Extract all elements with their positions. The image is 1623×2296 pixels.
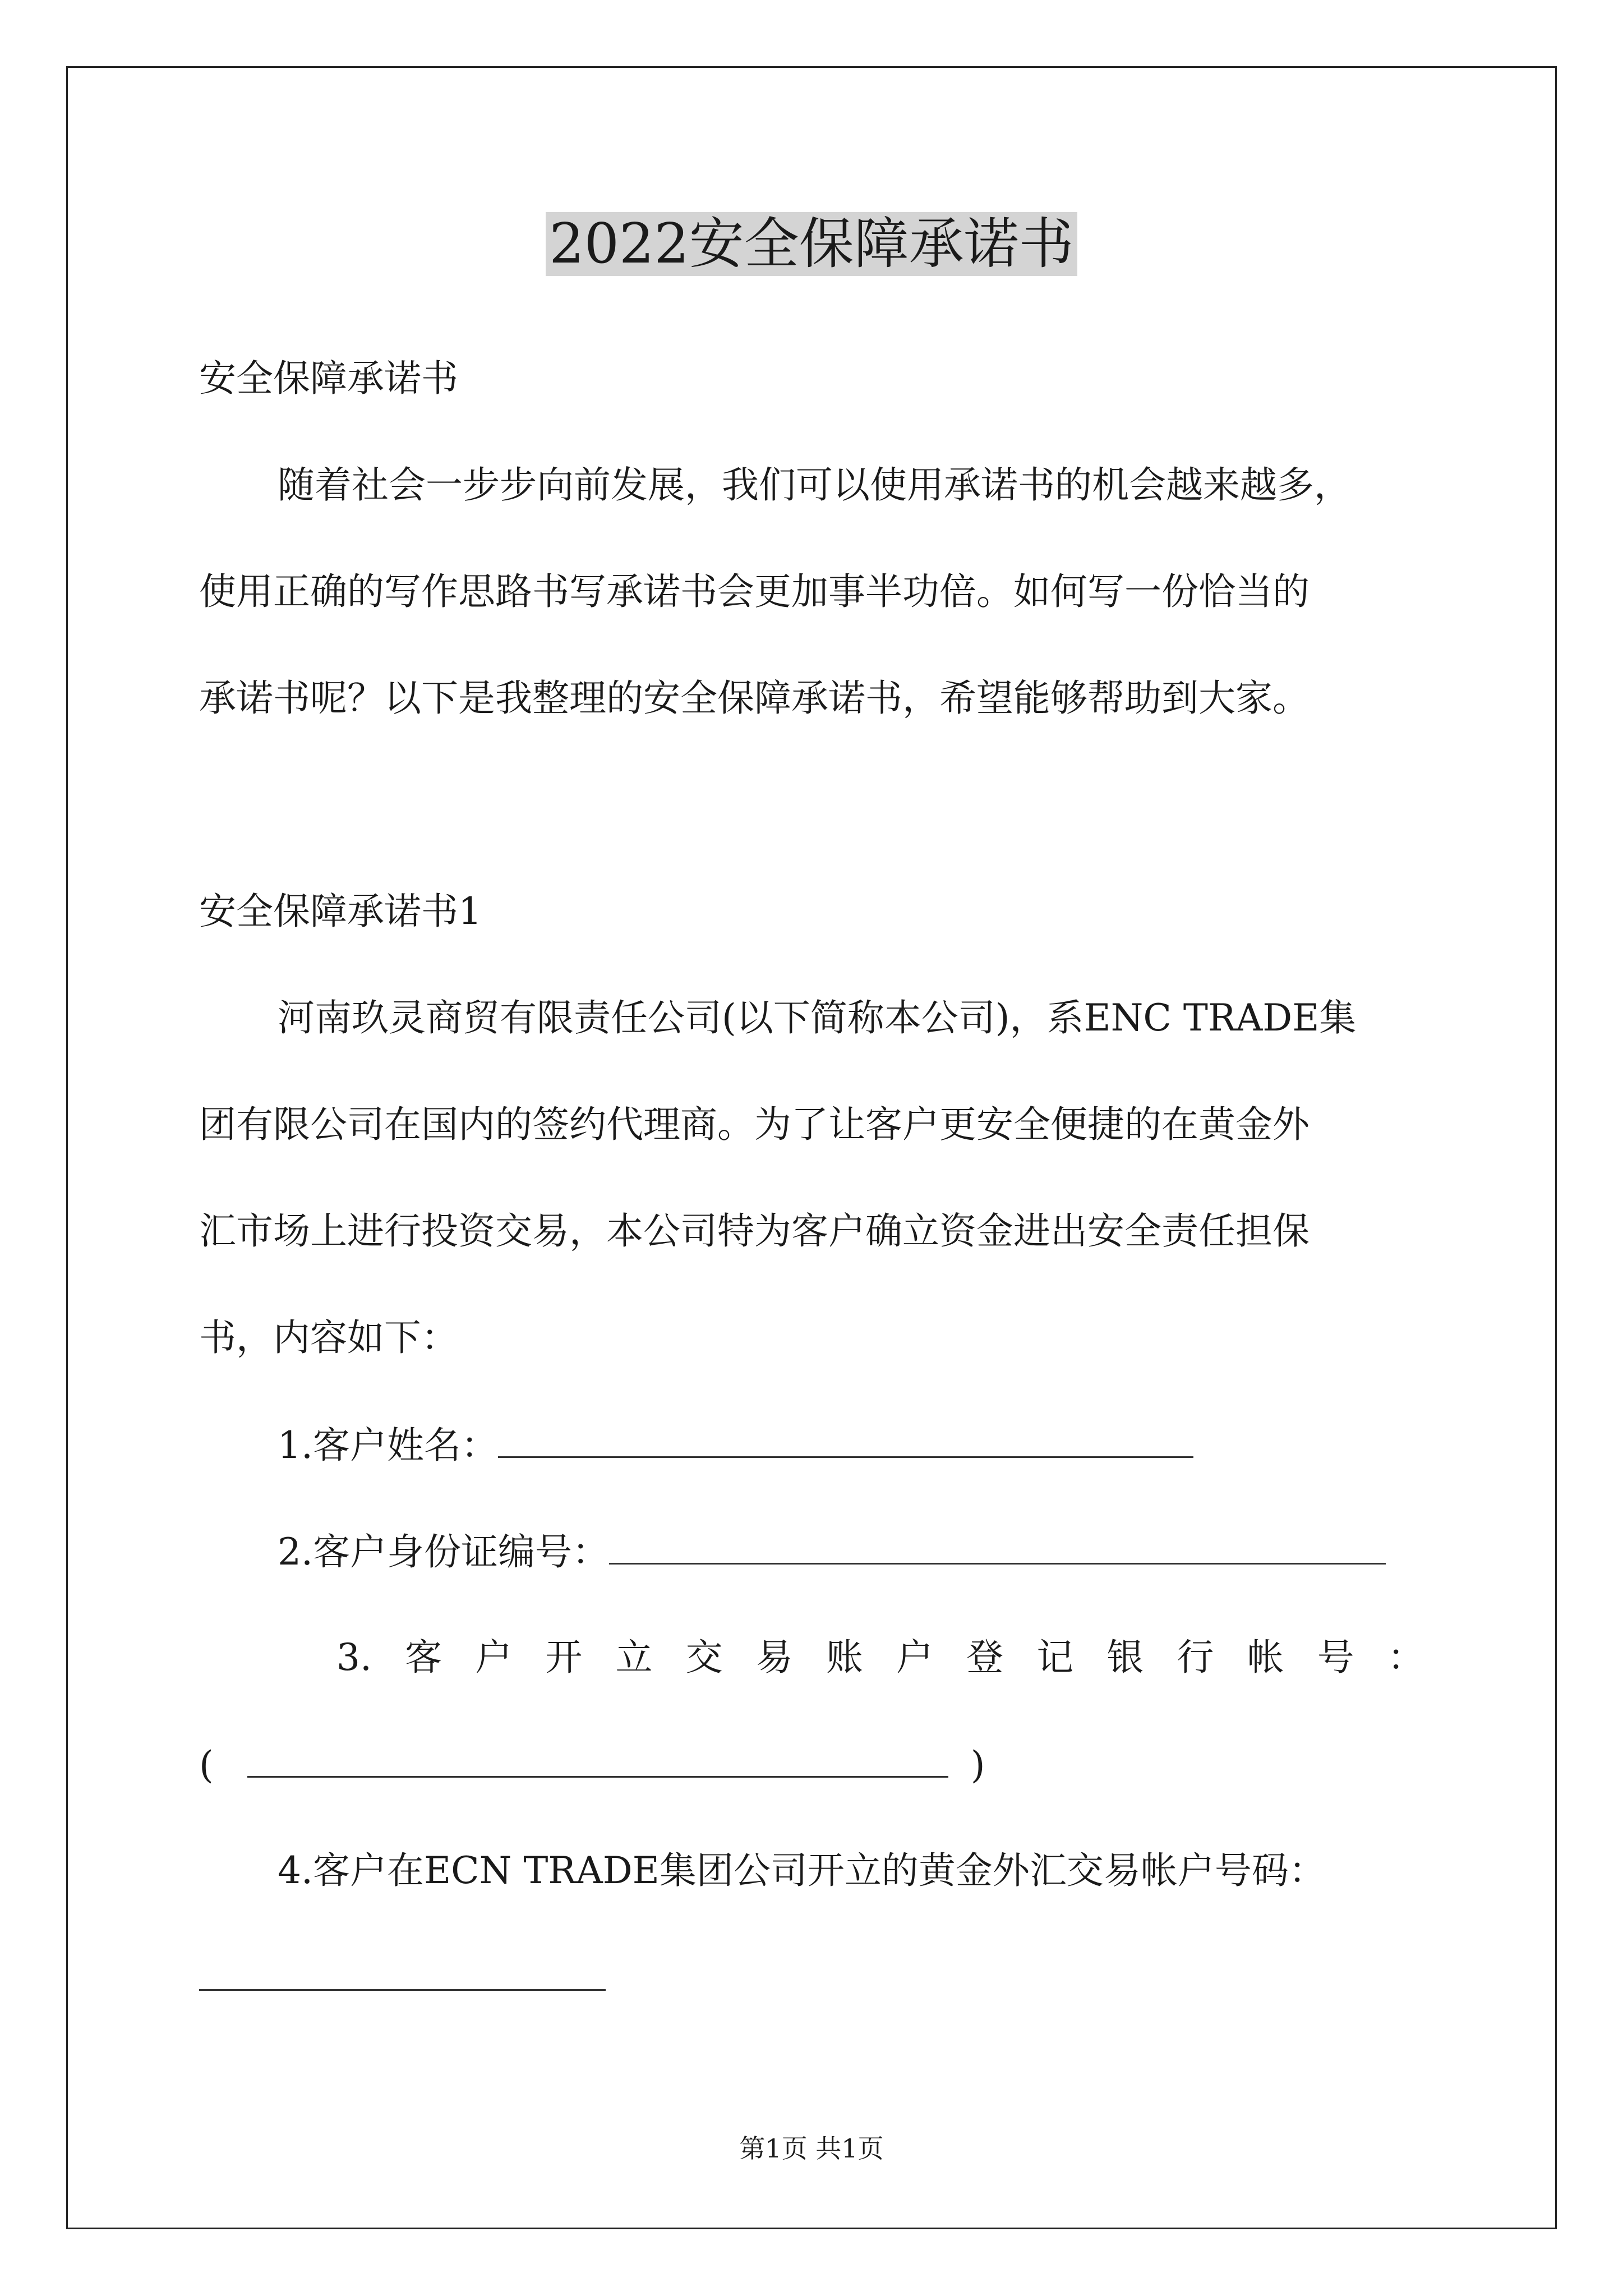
trading-account-blank-line — [199, 1952, 606, 2004]
bank-item-char: 户 — [475, 1636, 513, 1679]
paragraph-line-1: 河南玖灵商贸有限责任公司(以下简称本公司)，系ENC TRADE集 — [278, 996, 1357, 1039]
bank-item-char: 立 — [615, 1636, 653, 1679]
paragraph-line-2: 团有限公司在国内的签约代理商。为了让客户更安全便捷的在黄金外 — [199, 1103, 1310, 1146]
customer-name-label: 1.客户姓名： — [278, 1424, 498, 1467]
trading-account-blank[interactable] — [199, 1952, 606, 1991]
bank-item-char: 行 — [1177, 1636, 1214, 1679]
bank-item-char: 3. — [336, 1636, 372, 1679]
bank-item-char: 账 — [826, 1636, 863, 1679]
bank-account-blank[interactable] — [247, 1739, 948, 1778]
intro-line-1: 随着社会一步步向前发展，我们可以使用承诺书的机会越来越多， — [278, 463, 1351, 507]
customer-id-label: 2.客户身份证编号： — [278, 1530, 609, 1573]
open-paren: ( — [199, 1743, 214, 1787]
bank-item-char: ： — [1387, 1636, 1424, 1679]
bank-item-char: 客 — [405, 1636, 442, 1679]
intro-line-2: 使用正确的写作思路书写承诺书会更加事半功倍。如何写一份恰当的 — [199, 570, 1310, 613]
customer-id-blank[interactable] — [609, 1526, 1386, 1565]
title-text: 2022安全保障承诺书 — [546, 212, 1077, 276]
bank-item-char: 号 — [1317, 1636, 1354, 1679]
customer-id-item — [278, 1526, 1386, 1577]
bank-item-char: 交 — [685, 1636, 723, 1679]
bank-item-char: 开 — [545, 1636, 583, 1679]
paragraph-line-3: 汇市场上进行投资交易，本公司特为客户确立资金进出安全责任担保 — [199, 1209, 1310, 1253]
bank-item-char: 帐 — [1247, 1636, 1284, 1679]
customer-name-item — [278, 1419, 1193, 1471]
subtitle: 安全保障承诺书 — [199, 357, 458, 400]
bank-item-char: 户 — [896, 1636, 933, 1679]
close-paren: ) — [970, 1743, 985, 1787]
customer-name-blank[interactable] — [498, 1419, 1193, 1458]
bank-account-item — [336, 1632, 1424, 1683]
bank-item-char: 登 — [966, 1636, 1004, 1679]
bank-account-blank-line — [199, 1739, 985, 1791]
section-heading: 安全保障承诺书1 — [199, 890, 482, 933]
trading-account-item: 4.客户在ECN TRADE集团公司开立的黄金外汇交易帐户号码： — [278, 1849, 1326, 1892]
page-footer: 第1页 共1页 — [739, 2133, 884, 2164]
paragraph-line-4: 书，内容如下： — [199, 1316, 458, 1359]
document-title — [0, 202, 1623, 286]
bank-item-char: 易 — [755, 1636, 793, 1679]
bank-item-char: 银 — [1106, 1636, 1144, 1679]
intro-line-3: 承诺书呢？以下是我整理的安全保障承诺书，希望能够帮助到大家。 — [199, 677, 1310, 720]
bank-item-char: 记 — [1036, 1636, 1074, 1679]
